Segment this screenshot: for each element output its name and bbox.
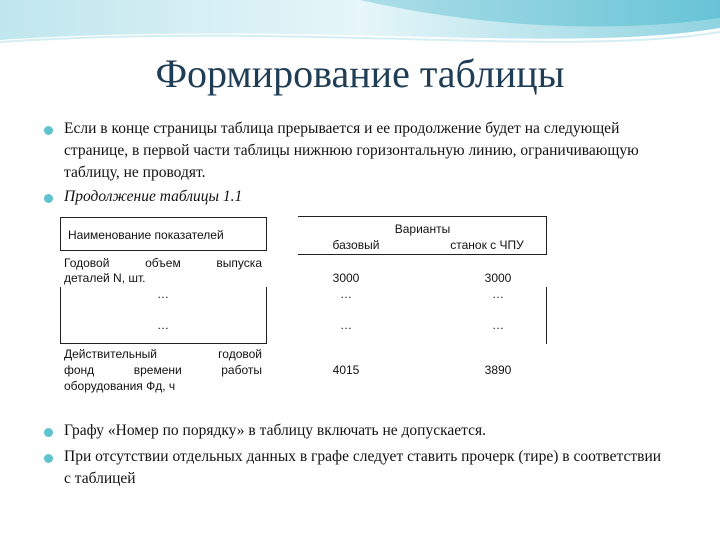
cell-value: 3000 — [332, 271, 360, 285]
row-label: оборудования Фд, ч — [64, 379, 176, 393]
cell-value: … — [340, 318, 352, 332]
cell-value: 3890 — [484, 363, 512, 377]
table-border — [298, 216, 547, 217]
row-label: Годовой объем выпуска — [64, 256, 262, 270]
bullet-text: Если в конце страницы таблица прерывается и ее продолжение будет на следующей странице, в первой части таблицы нижнюю горизонтальную линию, ограничивающую таблицу, не проводят. — [64, 120, 639, 181]
cell-value: … — [492, 287, 504, 301]
cell-value: … — [492, 318, 504, 332]
bullet-text: Графу «Номер по порядку» в таблицу включать не допускается. — [64, 422, 486, 439]
table-border — [266, 287, 267, 344]
table-border — [60, 287, 61, 344]
row-label: деталей N, шт. — [64, 271, 146, 285]
column-header-indicators: Наименование показателей — [68, 228, 224, 242]
table-border — [298, 254, 547, 255]
table-border — [546, 216, 547, 255]
column-header-cnc: станок с ЧПУ — [450, 238, 524, 252]
table-border — [60, 343, 267, 344]
bullet-dot-icon — [44, 428, 53, 437]
cell-value: 4015 — [332, 363, 360, 377]
table-border — [546, 287, 547, 344]
cell-value: … — [340, 287, 352, 301]
row-label: Действительный годовой — [64, 347, 262, 361]
bullet-dot-icon — [44, 454, 53, 463]
table-border — [60, 217, 61, 251]
slide-title: Формирование таблицы — [155, 51, 565, 96]
table-border — [60, 217, 267, 218]
table-border — [266, 217, 267, 251]
row-label-ellipsis: … — [157, 318, 169, 332]
table-border — [60, 250, 267, 251]
cell-value: 3000 — [484, 271, 512, 285]
bullet-dot-icon — [44, 126, 53, 135]
row-label: фонд времени работы — [64, 363, 262, 377]
bullet-dot-icon — [44, 194, 53, 203]
bullet-text: При отсутствии отдельных данных в графе следует ставить прочерк (тире) в соответствии с таблицей — [64, 448, 662, 487]
column-header-base: базовый — [332, 238, 380, 252]
row-label-ellipsis: … — [157, 287, 169, 301]
column-group-header: Варианты — [394, 222, 451, 236]
bullet-text: Продолжение таблицы 1.1 — [64, 188, 243, 205]
